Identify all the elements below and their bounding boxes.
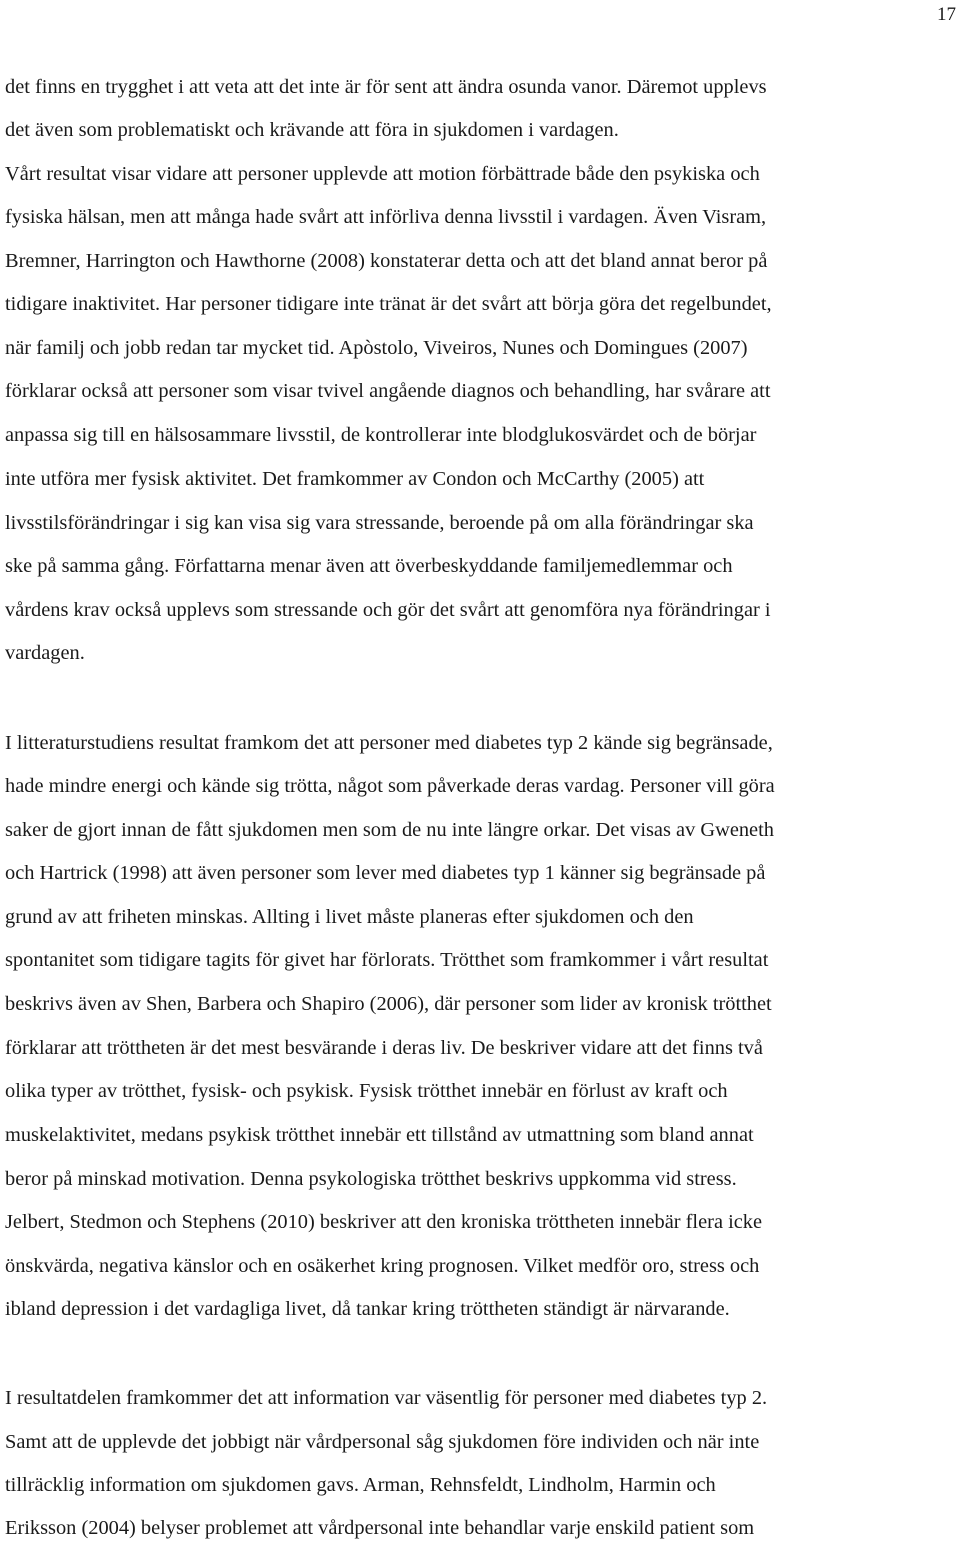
text-line: I litteraturstudiens resultat framkom det att personer med diabetes typ 2 kände sig begränsade, bbox=[5, 732, 773, 754]
text-line: olika typer av trötthet, fysisk- och psykisk. Fysisk trötthet innebär en förlust av kraft och bbox=[5, 1080, 728, 1102]
text-line: Vårt resultat visar vidare att personer upplevde att motion förbättrade både den psykiska och bbox=[5, 163, 760, 185]
text-line: spontanitet som tidigare tagits för givet har förlorats. Trötthet som framkommer i vårt resultat bbox=[5, 949, 769, 971]
text-line: tidigare inaktivitet. Har personer tidigare inte tränat är det svårt att börja göra det regelbundet, bbox=[5, 293, 772, 315]
text-line: ske på samma gång. Författarna menar även att överbeskyddande familjemedlemmar och bbox=[5, 555, 733, 577]
text-line: Bremner, Harrington och Hawthorne (2008) konstaterar detta och att det bland annat beror på bbox=[5, 250, 768, 272]
text-line: I resultatdelen framkommer det att information var väsentlig för personer med diabetes typ 2. bbox=[5, 1387, 768, 1409]
text-line: ibland depression i det vardagliga livet, då tankar kring tröttheten ständigt är närvarande. bbox=[5, 1298, 730, 1320]
text-line: förklarar också att personer som visar tvivel angående diagnos och behandling, har svårare att bbox=[5, 380, 771, 402]
text-line: grund av att friheten minskas. Allting i livet måste planeras efter sjukdomen och den bbox=[5, 906, 694, 928]
text-line: beskrivs även av Shen, Barbera och Shapiro (2006), där personer som lider av kronisk trötthet bbox=[5, 993, 772, 1015]
text-line: det även som problematiskt och krävande att föra in sjukdomen i vardagen. bbox=[5, 119, 619, 141]
page-number: 17 bbox=[937, 4, 956, 25]
text-line: vårdens krav också upplevs som stressande och gör det svårt att genomföra nya förändringar i bbox=[5, 599, 771, 621]
text-line: saker de gjort innan de fått sjukdomen men som de nu inte längre orkar. Det visas av Gweneth bbox=[5, 819, 774, 841]
text-line: tillräcklig information om sjukdomen gavs. Arman, Rehnsfeldt, Lindholm, Harmin och bbox=[5, 1474, 716, 1496]
text-line: Samt att de upplevde det jobbigt när vårdpersonal såg sjukdomen före individen och när inte bbox=[5, 1431, 760, 1453]
text-line: önskvärda, negativa känslor och en osäkerhet kring prognosen. Vilket medför oro, stress och bbox=[5, 1255, 760, 1277]
text-line: Jelbert, Stedmon och Stephens (2010) beskriver att den kroniska tröttheten innebär flera icke bbox=[5, 1211, 763, 1233]
text-line: livsstilsförändringar i sig kan visa sig vara stressande, beroende på om alla förändringar ska bbox=[5, 512, 754, 534]
text-line: fysiska hälsan, men att många hade svårt att införliva denna livsstil i vardagen. Även Visram, bbox=[5, 206, 767, 228]
text-line: anpassa sig till en hälsosammare livsstil, de kontrollerar inte blodglukosvärdet och de börjar bbox=[5, 424, 757, 446]
text-line: beror på minskad motivation. Denna psykologiska trötthet beskrivs uppkomma vid stress. bbox=[5, 1168, 737, 1190]
text-line: inte utföra mer fysisk aktivitet. Det framkommer av Condon och McCarthy (2005) att bbox=[5, 468, 705, 490]
text-line: det finns en trygghet i att veta att det inte är för sent att ändra osunda vanor. Däremot upplevs bbox=[5, 76, 767, 98]
text-line: vardagen. bbox=[5, 642, 85, 664]
text-line: och Hartrick (1998) att även personer som lever med diabetes typ 1 känner sig begränsade på bbox=[5, 862, 766, 884]
text-line: när familj och jobb redan tar mycket tid. Apòstolo, Viveiros, Nunes och Domingues (2007) bbox=[5, 337, 748, 359]
text-line: muskelaktivitet, medans psykisk trötthet innebär ett tillstånd av utmattning som bland annat bbox=[5, 1124, 754, 1146]
text-line: hade mindre energi och kände sig trötta, något som påverkade deras vardag. Personer vill göra bbox=[5, 775, 775, 797]
text-line: förklarar att tröttheten är det mest besvärande i deras liv. De beskriver vidare att det finns två bbox=[5, 1037, 763, 1059]
text-line: Eriksson (2004) belyser problemet att vårdpersonal inte behandlar varje enskild patient som bbox=[5, 1517, 755, 1539]
